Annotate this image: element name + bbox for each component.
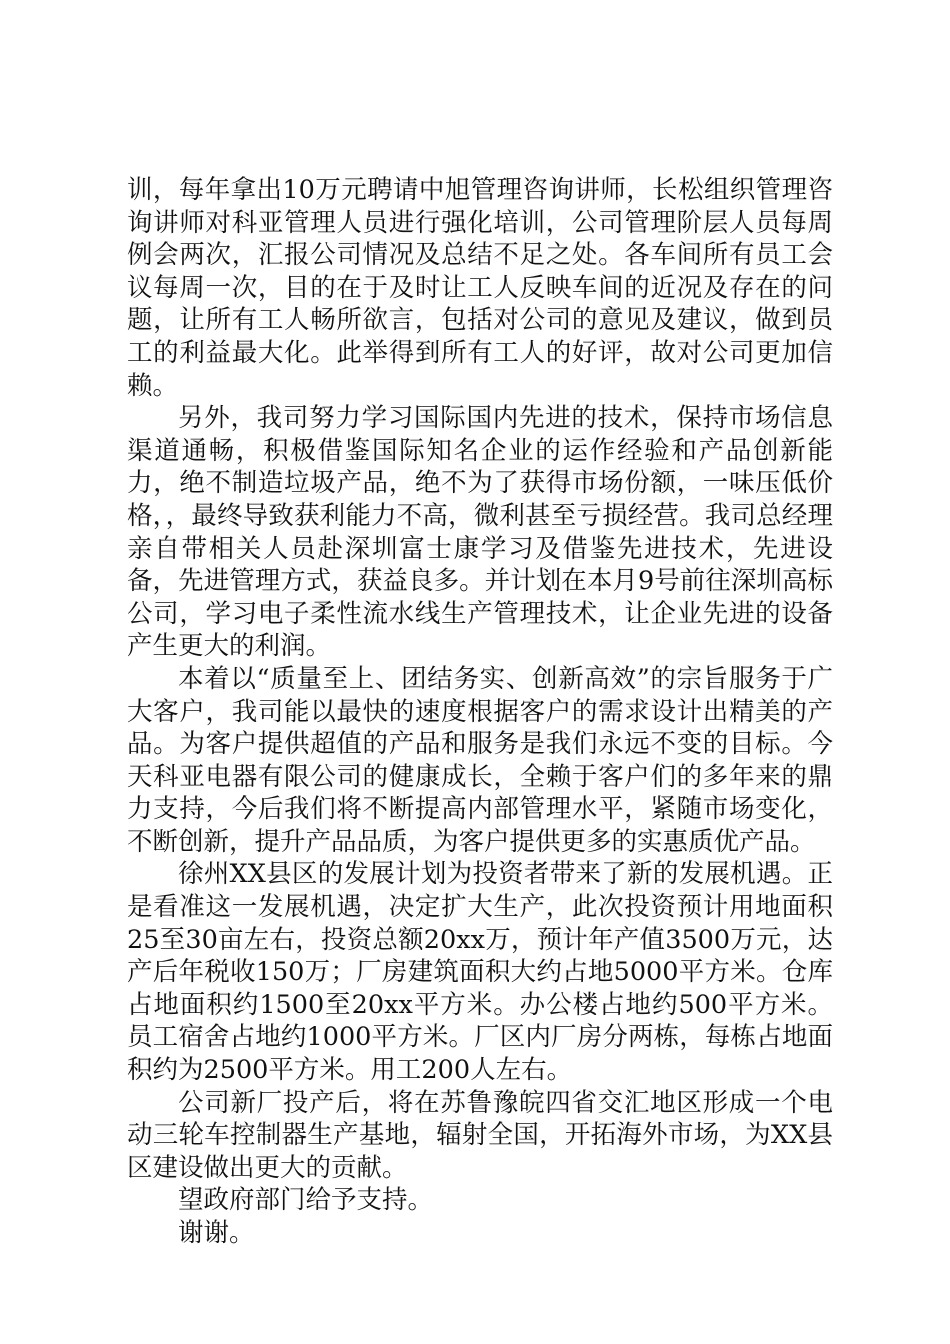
paragraph-customers: 本着以“质量至上、团结务实、创新高效”的宗旨服务于广大客户，我司能以最快的速度根据客户的需求设计出精美的产品。为客户提供超值的产品和服务是我们永远不变的目标。今天科亚电器有限公司的健康成长，全赖于客户们的多年来的鼎力支持，今后我们将不断提高内部管理水平，紧随市场变化，不断创新，提升产品品质，为客户提供更多的实惠质优产品。: [127, 663, 833, 857]
paragraph-new-factory: 公司新厂投产后，将在苏鲁豫皖四省交汇地区形成一个电动三轮车控制器生产基地，辐射全国，开拓海外市场，为XX县区建设做出更大的贡献。: [127, 1087, 833, 1183]
paragraph-technology: 另外，我司努力学习国际国内先进的技术，保持市场信息渠道通畅，积极借鉴国际知名企业的运作经验和产品创新能力，绝不制造垃圾产品，绝不为了获得市场份额，一味压低价格，，最终导致获利能力不高，微利甚至亏损经营。我司总经理亲自带相关人员赴深圳富士康学习及借鉴先进技术，先进设备，先进管理方式，获益良多。并计划在本月9号前往深圳高标公司，学习电子柔性流水线生产管理技术，让企业先进的设备产生更大的利润。: [127, 403, 833, 662]
document-body: [127, 174, 833, 1250]
paragraph-thanks: 谢谢。: [178, 1218, 255, 1248]
paragraph-training: 训，每年拿出10万元聘请中旭管理咨询讲师，长松组织管理咨询讲师对科亚管理人员进行强化培训，公司管理阶层人员每周例会两次，汇报公司情况及总结不足之处。各车间所有员工会议每周一次，目的在于及时让工人反映车间的近况及存在的问题，让所有工人畅所欲言，包括对公司的意见及建议，做到员工的利益最大化。此举得到所有工人的好评，故对公司更加信赖。: [127, 175, 833, 401]
paragraph-investment-plan: 徐州XX县区的发展计划为投资者带来了新的发展机遇。正是看准这一发展机遇，决定扩大生产，此次投资预计用地面积25至30亩左右，投资总额20xx万，预计年产值3500万元，达产后年税收150万；厂房建筑面积大约占地5000平方米。仓库占地面积约1500至20xx平方米。办公楼占地约500平方米。员工宿舍占地约1000平方米。厂区内厂房分两栋，每栋占地面积约为2500平方米。用工200人左右。: [127, 859, 833, 1086]
paragraph-request-support: 望政府部门给予支持。: [178, 1185, 434, 1216]
